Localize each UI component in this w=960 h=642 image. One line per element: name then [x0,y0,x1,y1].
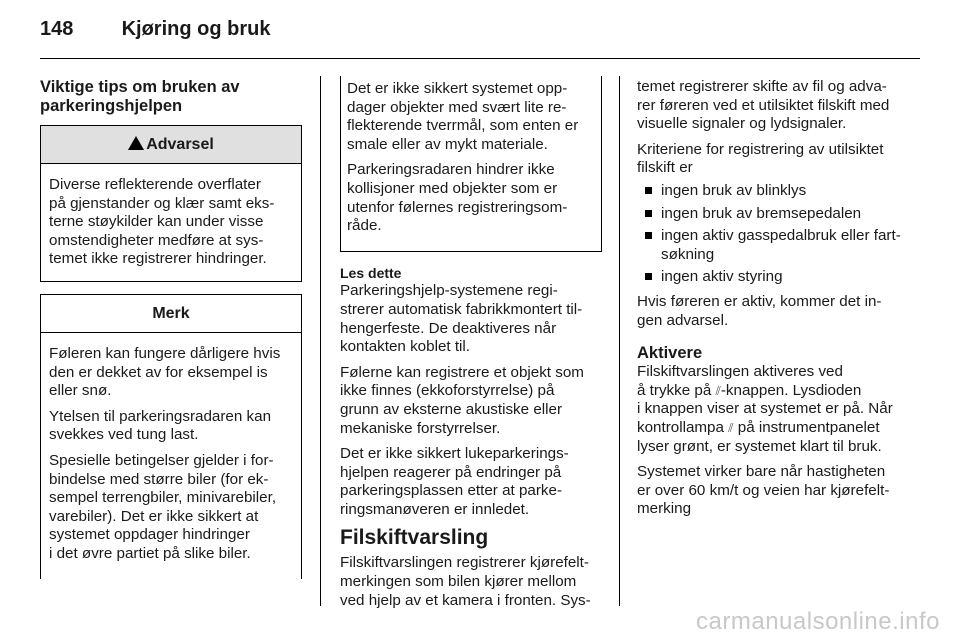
text-line: Ytelsen til parkeringsradaren kan [49,407,272,425]
bullet-square-icon [645,232,652,239]
warning-title: Advarsel [146,136,214,153]
watermark: carmanualsonline.info [696,608,940,635]
text-line: eller snø. [49,382,112,400]
criteria-text [637,141,907,178]
text-line: visuelle signaler og lydsignaler. [637,115,847,133]
criteria-list [637,182,907,287]
bullet-square-icon [645,187,652,194]
text-line: ingen bruk av blinklys [661,181,807,199]
paragraph [340,364,602,438]
text-line: temet registrerer skifte av fil og adva- [637,78,887,95]
text-line: Hvis føreren er aktiv, kommer det in- [637,292,882,310]
bullet-square-icon [645,273,652,280]
aktivere-line: -knappen. Lysdioden [720,381,862,399]
column-divider-2 [619,76,620,606]
column-divider-1 [320,76,321,606]
text-line: filskift er [637,159,693,177]
paragraph [49,345,293,401]
warning-triangle-icon [128,136,144,150]
text-line: ingen bruk av bremsepedalen [661,204,862,222]
text-line: Det er ikke sikkert lukeparkerings- [340,445,569,463]
text-line: på gjenstander og klær samt eks- [49,194,275,212]
middle-column [340,76,602,610]
text-line: temet ikke registrerer hindringer. [49,250,267,268]
text-line: Parkeringsradaren hindrer ikke [347,161,555,179]
text-line: kollisjoner med objekter som er [347,179,558,197]
text-line: søkning [661,245,715,263]
paragraph [347,80,595,154]
page-header [40,18,270,41]
aktivere-line: Filskiftvarslingen aktiveres ved [637,363,843,381]
les-dette-body [340,282,602,519]
aktivere-line: å trykke på [637,381,716,399]
lane-departure-icon: ⫽ [715,383,721,398]
right-column [637,78,907,526]
text-line: utenfor følernes registreringsom- [347,198,568,216]
aktivere-line: på instrumentpanelet [733,418,880,436]
text-line: Kriteriene for registrering av utilsiktet [637,140,884,158]
text-line: Systemet virker bare når hastigheten [637,463,886,481]
text-line: systemet oppdager hindringer [49,526,250,544]
header-rule [40,58,920,59]
text-line: mekaniske forstyrrelser. [340,419,501,437]
text-line: kontakten koblet til. [340,338,471,356]
text-line: grunn av eksterne akustiske eller [340,400,563,418]
text-line: ingen aktiv gasspedalbruk eller fart- [661,227,901,245]
text-line: Spesielle betingelser gjelder i for- [49,451,274,469]
paragraph [49,408,293,445]
text-line: svekkes ved tung last. [49,426,199,444]
text-line: merkingen som bilen kjører mellom [340,573,577,591]
intro-text [637,78,907,134]
paragraph [340,445,602,519]
section-title-filskiftvarsling: Filskiftvarsling [340,526,489,550]
text-line: hjelpen reagerer på endringer på [340,463,562,481]
list-item [637,182,907,201]
text-line: den er dekket av for eksempel is [49,363,268,381]
text-line: strerer automatisk fabrikkmontert til- [340,300,583,318]
text-line: omstendigheter medføre at sys- [49,231,264,249]
left-column [40,78,302,579]
warning-body [41,164,301,281]
text-line: flekterende tverrmål, som enten er [347,117,579,135]
note-header: Merk [41,294,301,333]
text-line: dager objekter med svært lite re- [347,98,567,116]
text-line: Filskiftvarslingen registrerer kjørefelt- [340,554,589,572]
note-body [41,333,301,579]
paragraph [347,161,595,235]
text-line: Parkeringshjelp-systemene regi- [340,282,558,300]
section-intro [340,554,602,610]
text-line: Diverse reflekterende overflater [49,176,261,193]
text-line: ikke finnes (ekkoforstyrrelse) på [340,382,555,400]
text-line: hengerfeste. De deaktiveres når [340,319,557,337]
text-line: Føleren kan fungere dårligere hvis [49,344,281,362]
lane-departure-icon: ⫽ [728,420,734,435]
text-line: i det øvre partiet på slike biler. [49,544,251,562]
bullet-square-icon [645,210,652,217]
text-line: ingen aktiv styring [661,268,783,286]
list-item [637,268,907,287]
text-line: terne støykilder kan under visse [49,213,264,231]
text-line: råde. [347,217,382,235]
text-line: rer føreren ved et utilsiktet filskift med [637,96,890,114]
aktivere-heading: Aktivere [637,344,703,363]
text-line: bindelse med større biler (for ek- [49,470,269,488]
aktivere-text [637,363,907,456]
caution-box [340,76,602,252]
les-dette-heading: Les dette [340,264,402,281]
aktivere-line: i knappen viser at systemet er på. Når [637,400,893,418]
text-line: Følerne kan registrere et objekt som [340,363,584,381]
text-line: Det er ikke sikkert systemet opp- [347,80,568,97]
paragraph [49,452,293,564]
aktivere-line: lyser grønt, er systemet klart til bruk. [637,437,882,455]
text-line: ringsmanøveren er innledet. [340,500,530,518]
speed-text [637,463,907,519]
warning-box [40,125,302,282]
active-driver-text [637,293,907,330]
text-line: parkeringsplassen etter at parke- [340,482,563,500]
text-line: gen advarsel. [637,311,729,329]
page-number: 148 [40,18,74,40]
aktivere-line: kontrollampa [637,418,729,436]
text-line: smale eller av mykt materiale. [347,135,548,153]
tips-heading: Viktige tips om bruken av parkeringshjelpen [40,78,240,115]
text-line: varebiler). Det er ikke sikkert at [49,507,259,525]
text-line: ved hjelp av et kamera i fronten. Sys- [340,591,591,609]
text-line: merking [637,500,692,518]
page-title: Kjøring og bruk [121,18,271,40]
list-item [637,205,907,224]
text-line: er over 60 km/t og veien har kjørefelt- [637,481,890,499]
note-box [40,294,302,579]
list-item [637,227,907,264]
warning-header [41,125,301,164]
paragraph [340,282,602,356]
text-line: sempel terrengbiler, minivarebiler, [49,489,277,507]
